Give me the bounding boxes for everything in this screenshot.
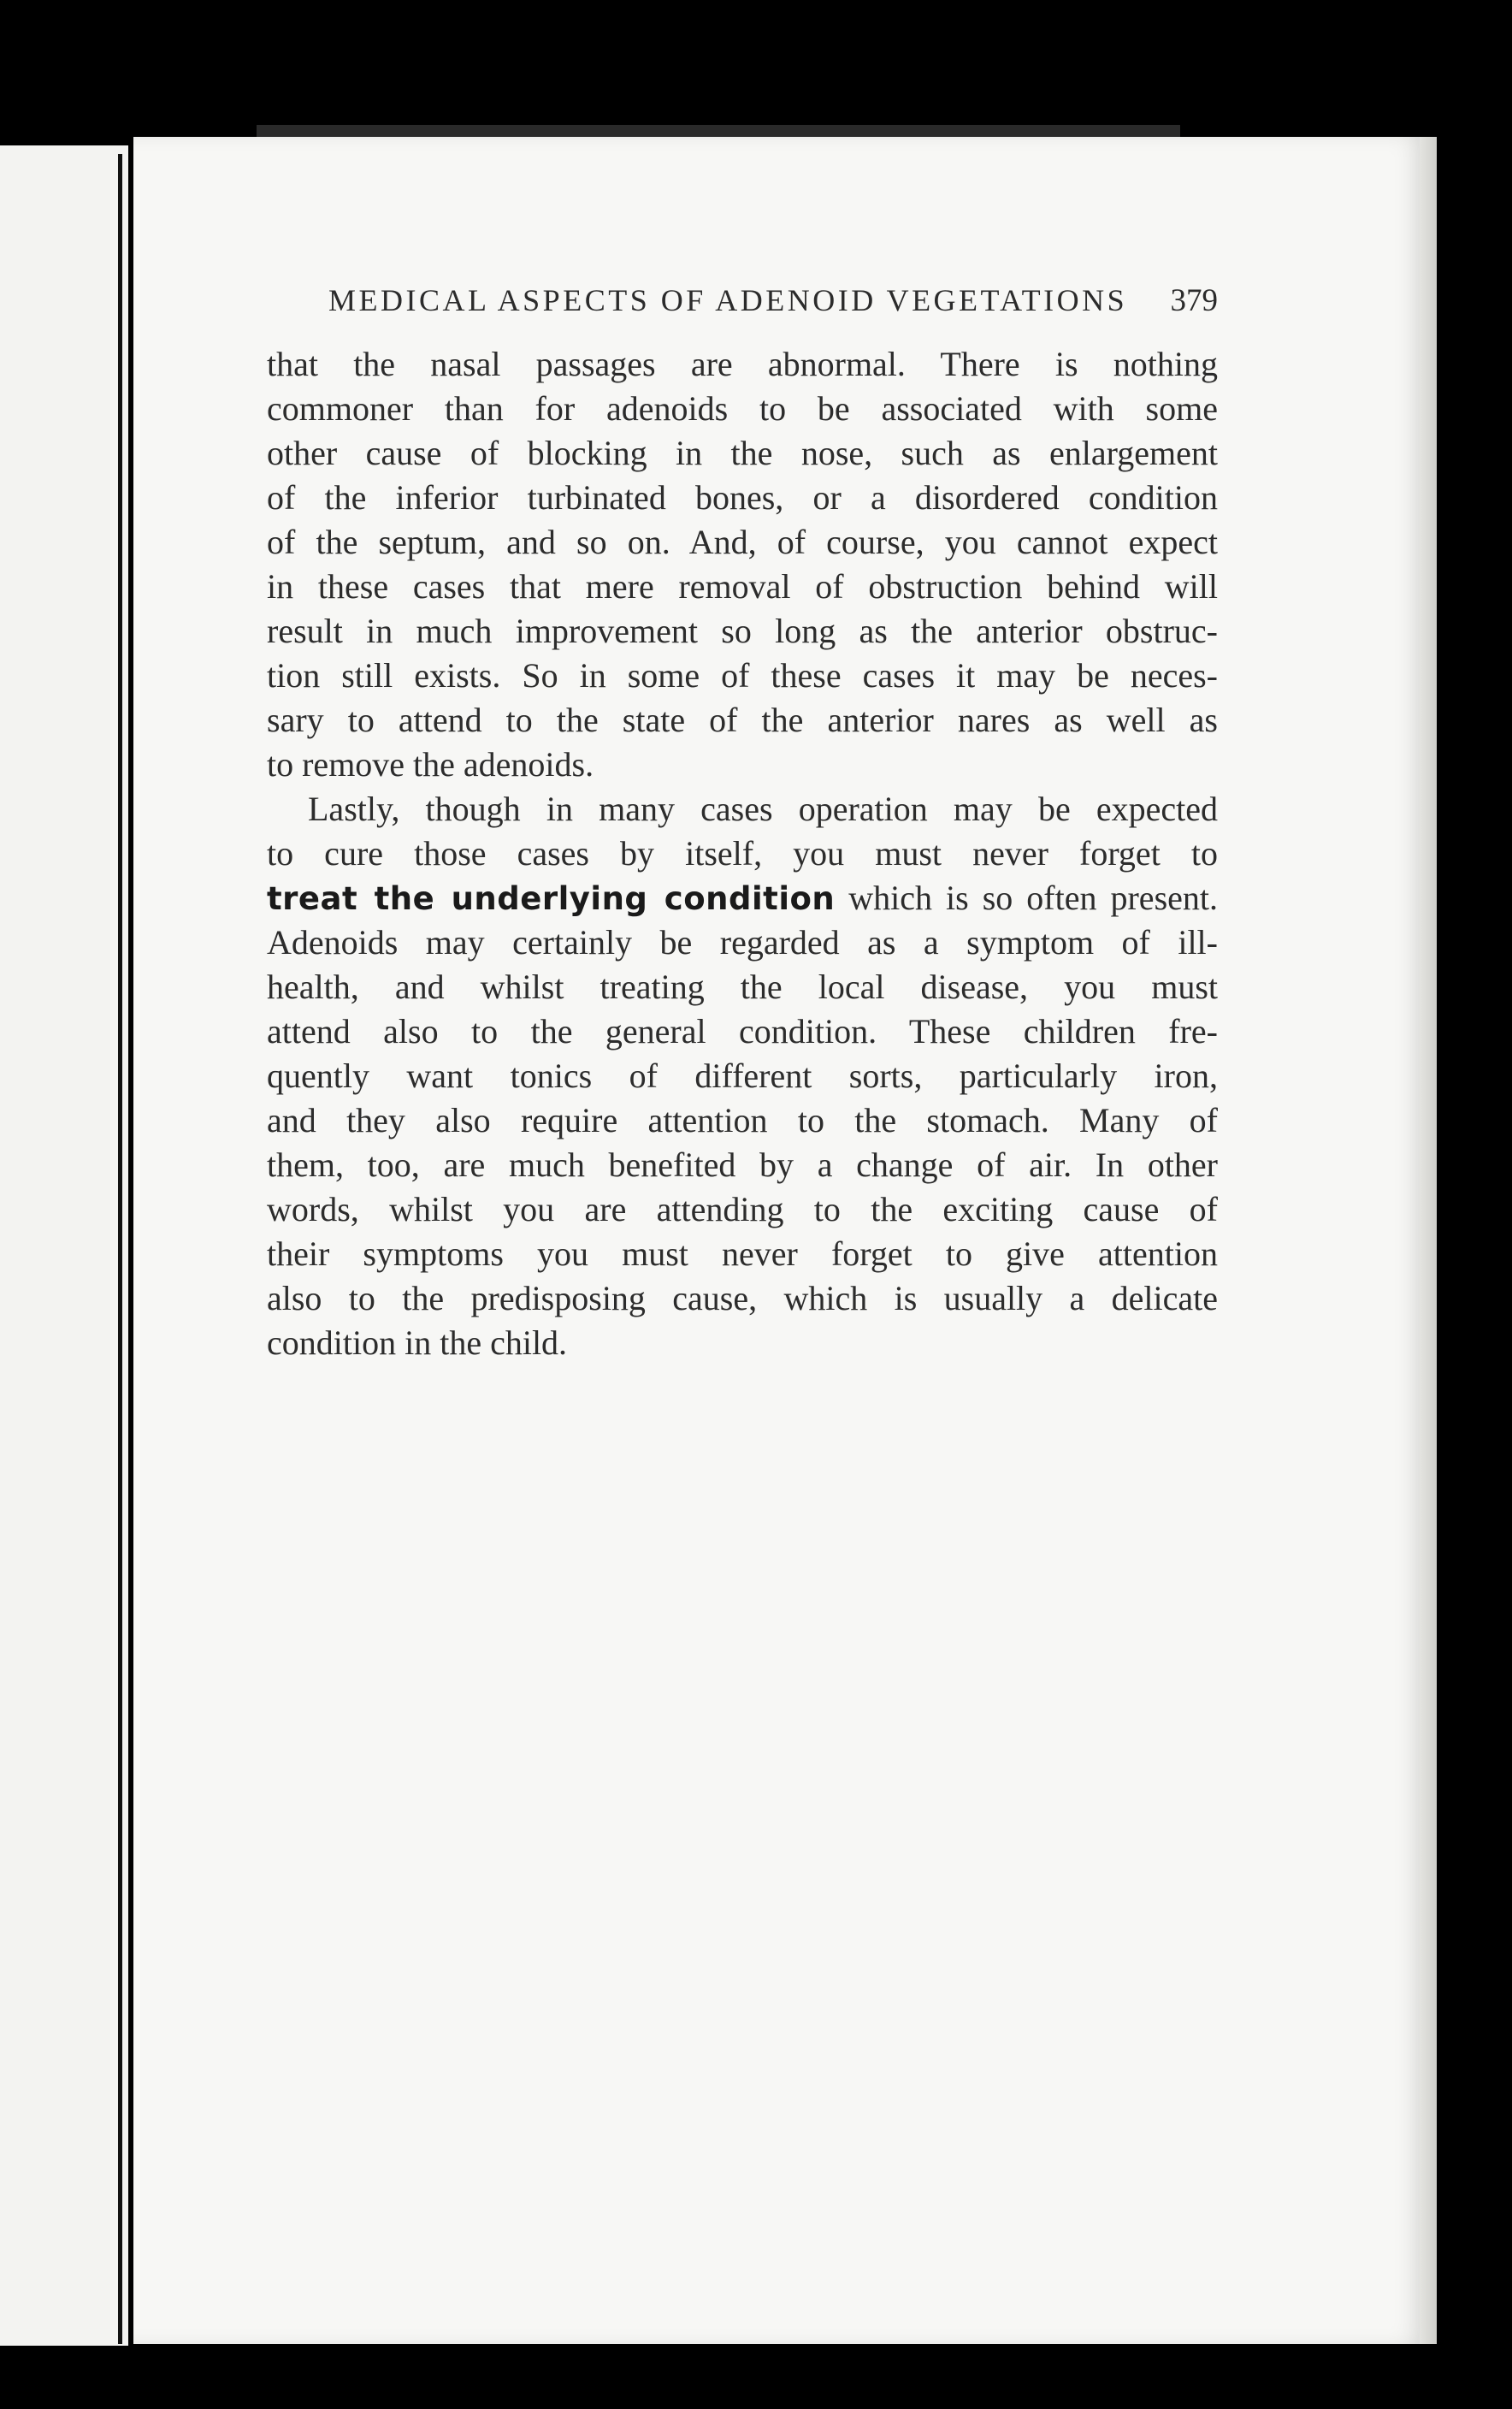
text-line: quently want tonics of different sorts, particularly iron, — [267, 1057, 1218, 1095]
emphasis-text: treat the underlying condition — [267, 880, 836, 917]
text-line: them, too, are much benefited by a change of air. In other — [267, 1145, 1218, 1184]
text-line: condition in the child. — [267, 1323, 568, 1362]
page-header — [328, 282, 1218, 325]
gutter-line — [118, 154, 122, 2344]
text-line: to cure those cases by itself, you must never forget to — [267, 834, 1218, 873]
adjacent-page-edge — [0, 145, 128, 2346]
running-head: MEDICAL ASPECTS OF ADENOID VEGETATIONS — [328, 283, 1128, 317]
text-line: Lastly, though in many cases operation may be expected — [308, 790, 1218, 828]
text-line: their symptoms you must never forget to give attention — [267, 1234, 1218, 1273]
text-line: tion still exists. So in some of these cases it may be neces- — [267, 656, 1218, 695]
text-line: to remove the adenoids. — [267, 745, 594, 784]
text-line: of the inferior turbinated bones, or a disordered condition — [267, 478, 1218, 517]
text-line: Adenoids may certainly be regarded as a symptom of ill- — [267, 923, 1218, 962]
text-line: also to the predisposing cause, which is usually a delicate — [267, 1279, 1218, 1317]
text-line: result in much improvement so long as the anterior obstruc- — [267, 612, 1218, 650]
text-line: sary to attend to the state of the anterior nares as well as — [267, 701, 1218, 739]
text-line: in these cases that mere removal of obstruction behind will — [267, 567, 1218, 606]
text-line — [267, 876, 1218, 920]
body-text — [267, 342, 1218, 1365]
text-line: other cause of blocking in the nose, such as enlargement — [267, 434, 1218, 472]
paragraph-1 — [267, 342, 1218, 787]
text-line: of the septum, and so on. And, of course, you cannot expect — [267, 523, 1218, 561]
text-line: attend also to the general condition. These children fre- — [267, 1012, 1218, 1051]
text-segment: which is so often present. — [835, 879, 1218, 917]
page-edge-shadow — [1420, 137, 1437, 2344]
text-line: health, and whilst treating the local disease, you must — [267, 968, 1218, 1006]
text-line: words, whilst you are attending to the exciting cause of — [267, 1190, 1218, 1228]
page-number: 379 — [1170, 283, 1218, 318]
text-line: and they also require attention to the stomach. Many of — [267, 1101, 1218, 1139]
text-line: commoner than for adenoids to be associated with some — [267, 389, 1218, 428]
paragraph-2 — [267, 787, 1218, 1365]
text-line: that the nasal passages are abnormal. There is nothing — [267, 345, 1218, 383]
